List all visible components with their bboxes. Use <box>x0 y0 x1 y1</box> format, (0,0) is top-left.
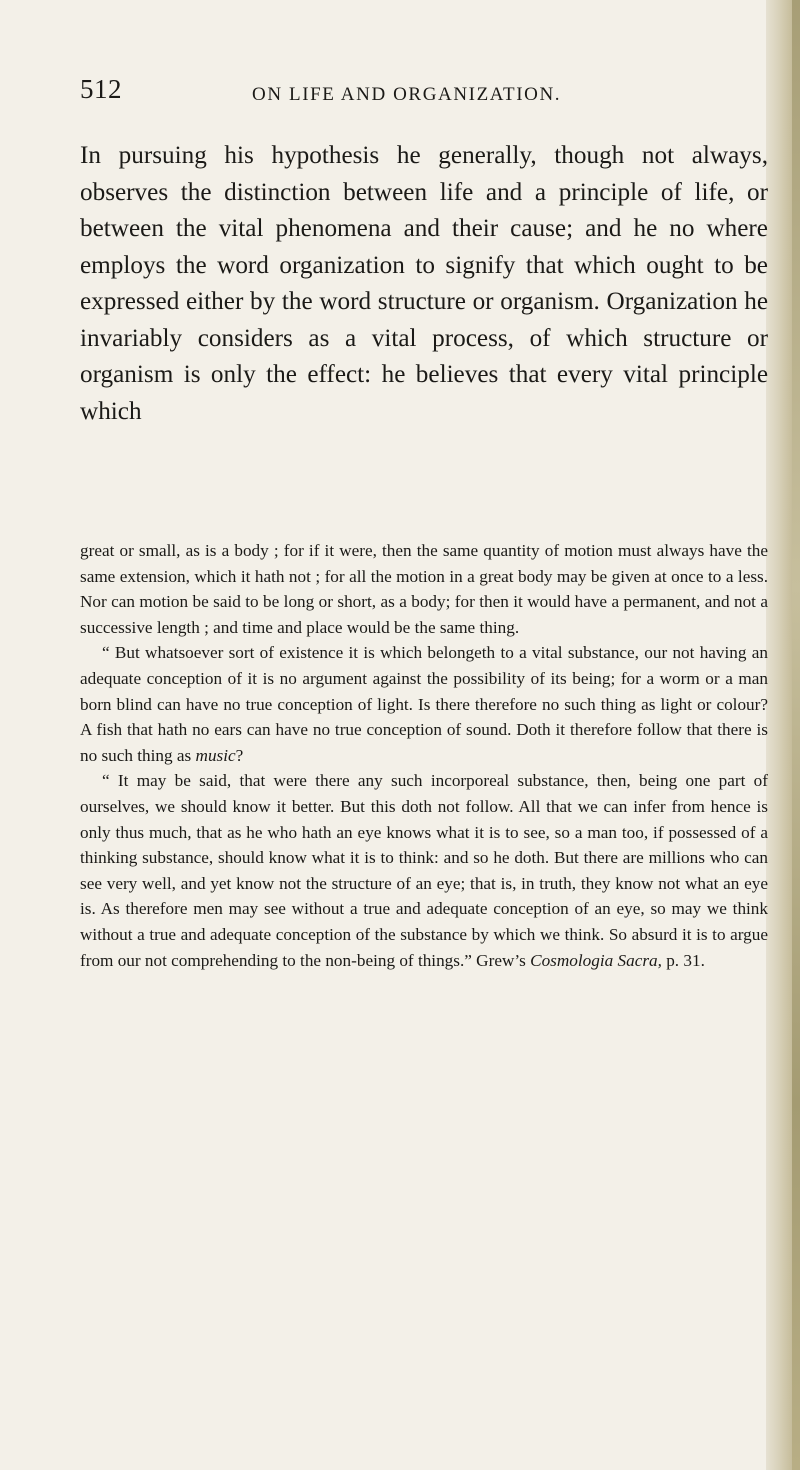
footnote-paragraph-3 <box>80 768 768 973</box>
page-header <box>80 74 760 114</box>
page-number: 512 <box>80 74 122 104</box>
page-edge-strip <box>792 0 800 1470</box>
citation-page: p. 31. <box>661 950 705 970</box>
footnote-paragraph-2-end: ? <box>235 745 244 765</box>
main-paragraph: In pursuing his hypothesis he generally, though not always, observes the distinction between life and a principle of life, or between the vital phenomena and their cause; and he no where employs the word organization to signify that which ought to be expressed either by the word structure or organism. Organization he invariably considers as a vital process, of which structure or organism is only the effect: he believes that every vital principle which <box>80 142 768 425</box>
citation-title: Cosmologia Sacra, <box>530 950 662 970</box>
footnote-paragraph-3-text: “ It may be said, that were there any such incorporeal substance, then, being one part of ourselves, we should know it better. But this doth not follow. All that we can infer from hence is only thus much, that as he who hath an eye knows what it is to see, so a man too, if possessed of a thinking substance, should know what it is to think: and so he doth. But there are millions who can see very well, and yet know not the structure of an eye; that is, in truth, they know not what an eye is. As therefore men may see without a true and adequate conception of an eye, so may we think without a true and adequate conception of the substance by which we think. So absurd it is to argue from our not comprehending to the non-being of things.” Grew’s <box>80 771 768 970</box>
footnote-block <box>80 538 768 973</box>
italic-term-music: music <box>195 745 236 765</box>
footnote-paragraph-2 <box>80 640 768 768</box>
footnote-paragraph-2-text: “ But whatsoever sort of existence it is which belongeth to a vital substance, our not having an adequate conception of it is no argument against the possibility of its being; for a worm or a man born blind can have no true conception of light. Is there therefore no such thing as light or colour? A fish that hath no ears can have no true conception of sound. Doth it therefore follow that there is no such thing as <box>80 643 768 765</box>
running-title: ON LIFE AND ORGANIZATION. <box>252 84 562 105</box>
footnote-paragraph-1: great or small, as is a body ; for if it were, then the same quantity of motion must always have the same extension, which it hath not ; for all the motion in a great body may be given at once to a less. Nor can motion be said to be long or short, as a body; for then it would have a permanent, and not a successive length ; and time and place would be the same thing. <box>80 541 768 637</box>
